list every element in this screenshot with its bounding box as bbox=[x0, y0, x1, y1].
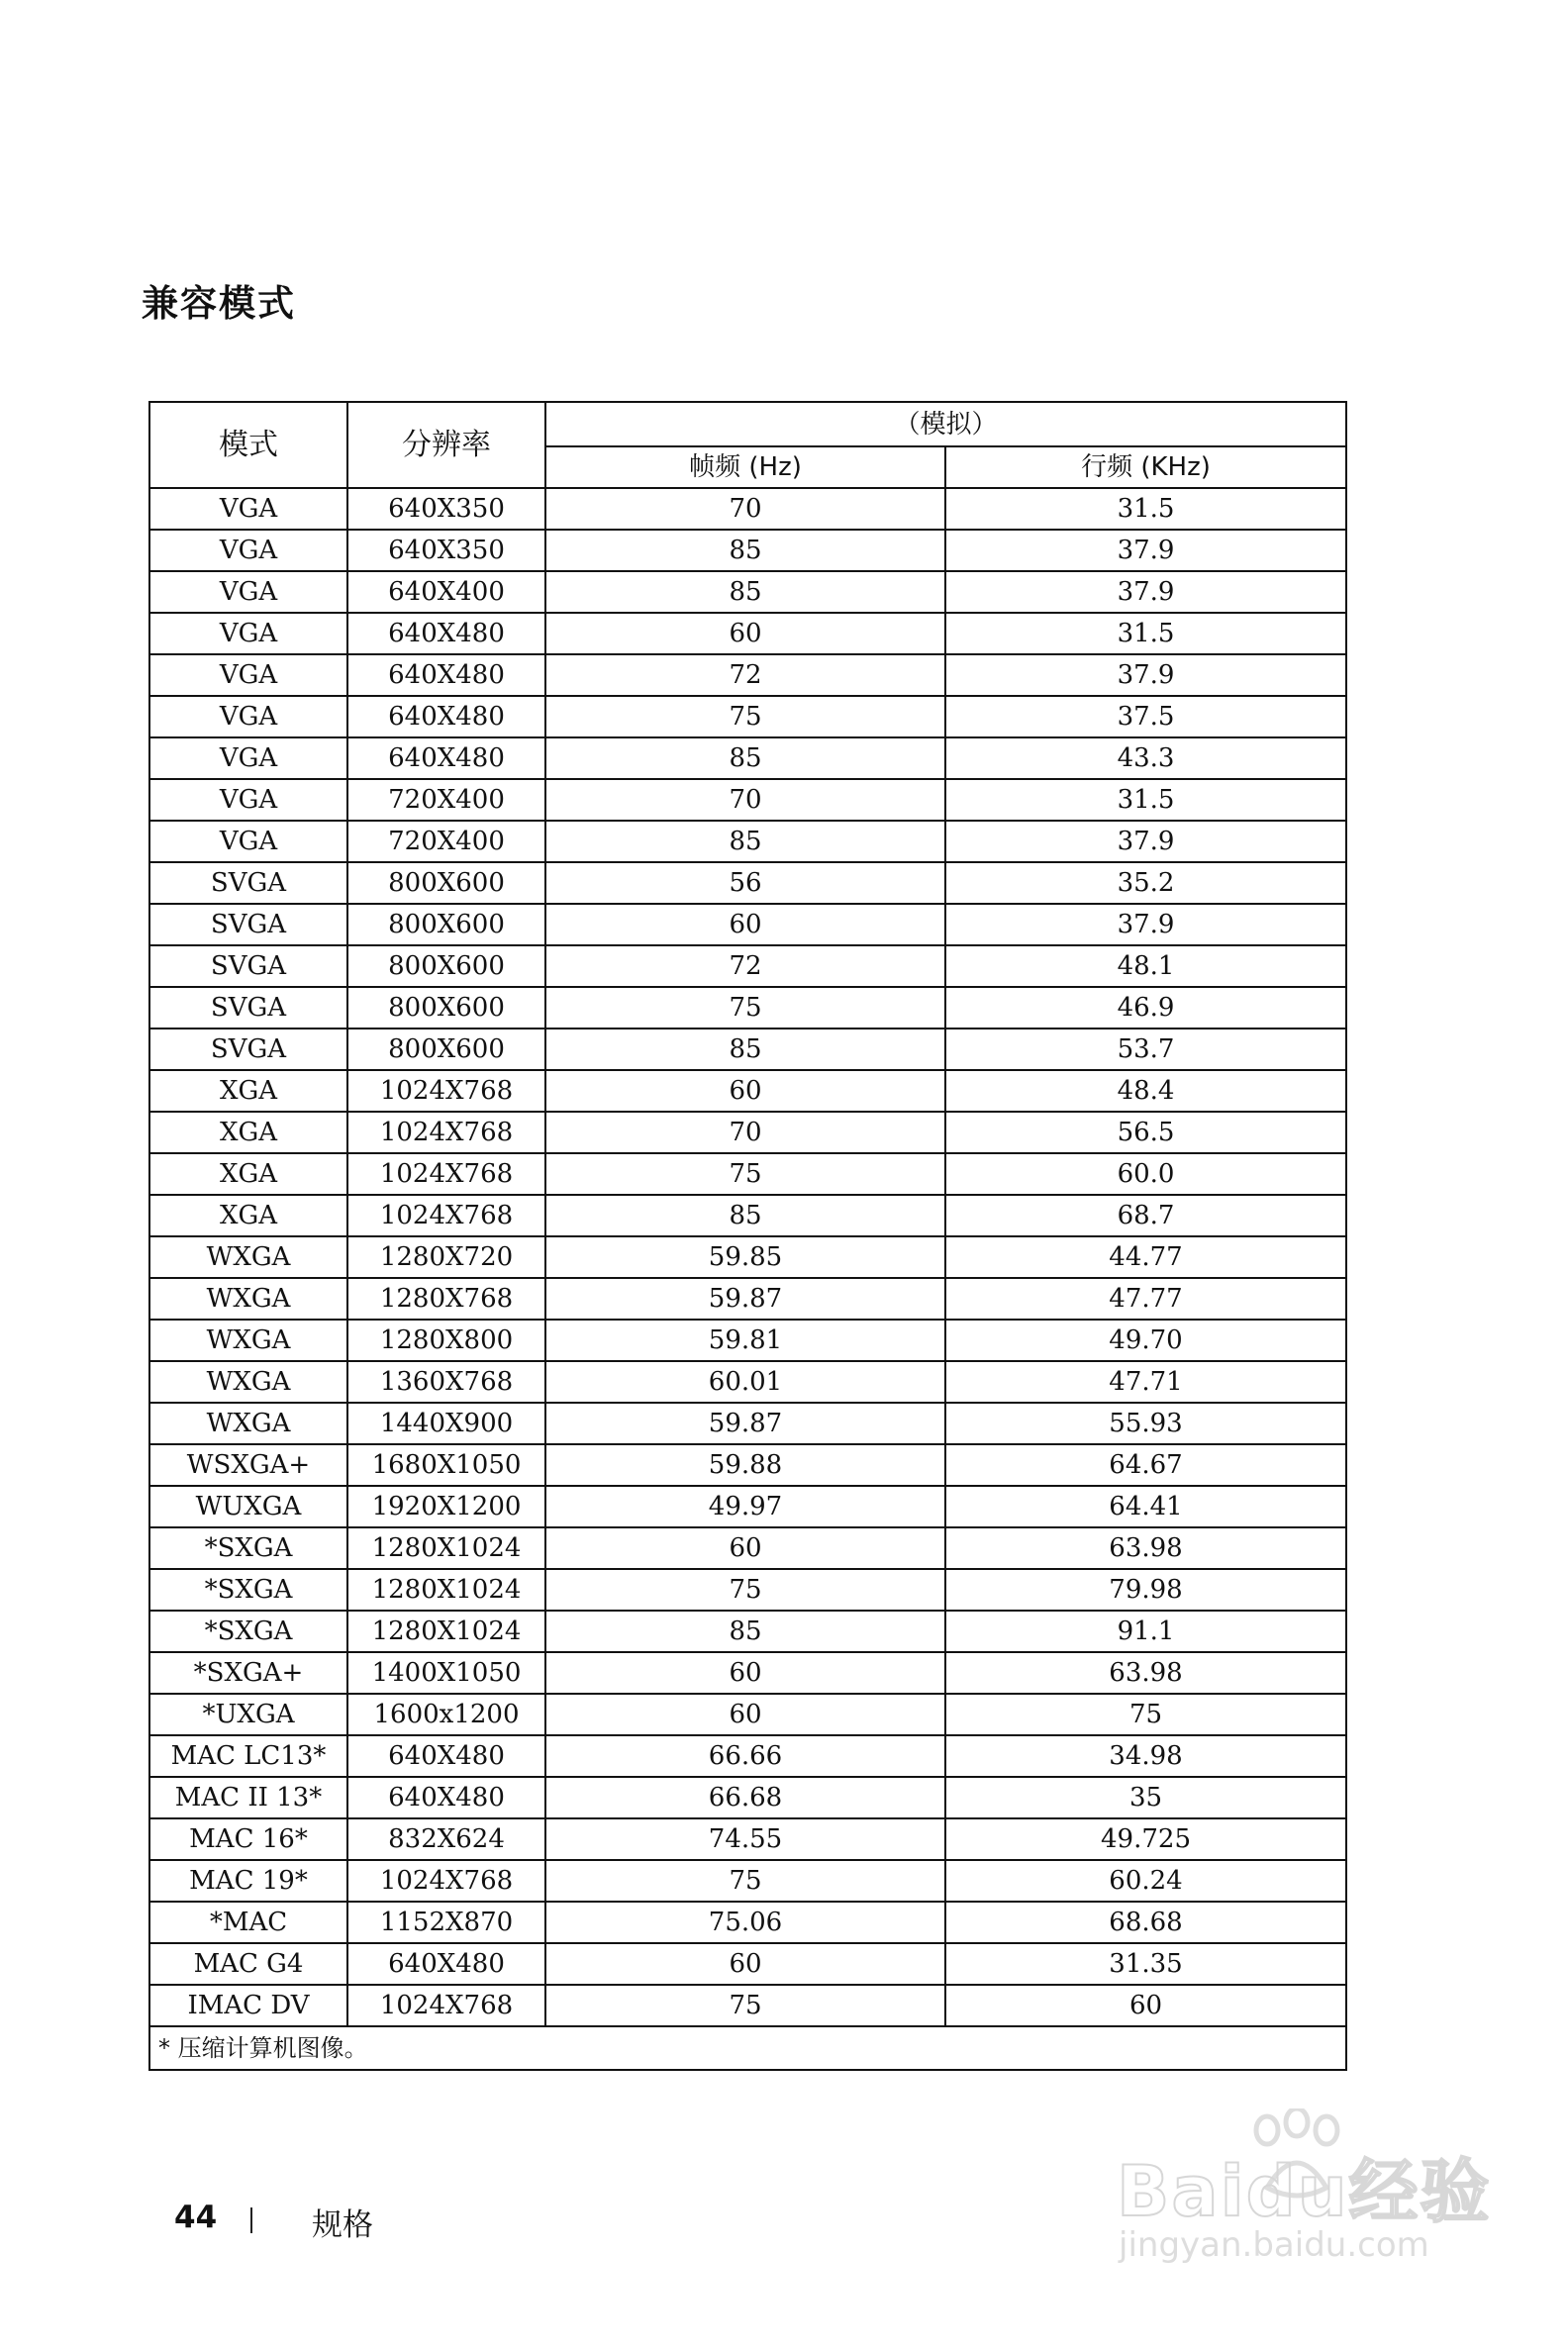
cell-mode: XGA bbox=[149, 1153, 347, 1195]
section-title: 兼容模式 bbox=[142, 282, 296, 325]
cell-v-freq: 75 bbox=[545, 1985, 945, 2026]
cell-mode: MAC LC13* bbox=[149, 1735, 347, 1777]
cell-v-freq: 74.55 bbox=[545, 1818, 945, 1860]
cell-resolution: 1280X768 bbox=[347, 1278, 545, 1320]
cell-resolution: 640X480 bbox=[347, 737, 545, 779]
cell-mode: SVGA bbox=[149, 987, 347, 1029]
table-row bbox=[149, 1735, 1346, 1777]
cell-resolution: 1600x1200 bbox=[347, 1694, 545, 1735]
cell-v-freq: 85 bbox=[545, 737, 945, 779]
cell-v-freq: 75 bbox=[545, 1569, 945, 1611]
cell-resolution: 1400X1050 bbox=[347, 1652, 545, 1694]
cell-v-freq: 75 bbox=[545, 1153, 945, 1195]
footer-separator bbox=[250, 2207, 252, 2233]
header-vertical-frequency: 帧频 (Hz) bbox=[545, 446, 945, 488]
cell-v-freq: 60 bbox=[545, 1527, 945, 1569]
footer-section-title: 规格 bbox=[312, 2207, 373, 2243]
cell-h-freq: 37.9 bbox=[945, 530, 1346, 571]
cell-resolution: 1024X768 bbox=[347, 1985, 545, 2026]
table-row bbox=[149, 488, 1346, 530]
cell-mode: MAC G4 bbox=[149, 1943, 347, 1985]
cell-mode: *SXGA bbox=[149, 1569, 347, 1611]
cell-v-freq: 72 bbox=[545, 654, 945, 696]
table-row bbox=[149, 1569, 1346, 1611]
table-row bbox=[149, 945, 1346, 987]
cell-v-freq: 85 bbox=[545, 1195, 945, 1236]
cell-mode: VGA bbox=[149, 696, 347, 737]
cell-mode: WXGA bbox=[149, 1320, 347, 1361]
cell-mode: VGA bbox=[149, 779, 347, 821]
cell-h-freq: 37.9 bbox=[945, 821, 1346, 862]
cell-h-freq: 43.3 bbox=[945, 737, 1346, 779]
cell-resolution: 720X400 bbox=[347, 779, 545, 821]
table-body bbox=[149, 488, 1346, 2070]
cell-h-freq: 37.9 bbox=[945, 654, 1346, 696]
table-row bbox=[149, 1818, 1346, 1860]
cell-v-freq: 60.01 bbox=[545, 1361, 945, 1403]
cell-mode: VGA bbox=[149, 488, 347, 530]
cell-mode: XGA bbox=[149, 1195, 347, 1236]
cell-resolution: 1680X1050 bbox=[347, 1444, 545, 1486]
cell-h-freq: 63.98 bbox=[945, 1652, 1346, 1694]
cell-h-freq: 47.71 bbox=[945, 1361, 1346, 1403]
footnote-row bbox=[149, 2026, 1346, 2070]
compatibility-mode-table bbox=[148, 401, 1347, 2071]
cell-mode: MAC 16* bbox=[149, 1818, 347, 1860]
cell-mode: SVGA bbox=[149, 1029, 347, 1070]
cell-v-freq: 70 bbox=[545, 779, 945, 821]
table-row bbox=[149, 1029, 1346, 1070]
cell-h-freq: 31.5 bbox=[945, 779, 1346, 821]
cell-h-freq: 47.77 bbox=[945, 1278, 1346, 1320]
cell-mode: WXGA bbox=[149, 1361, 347, 1403]
cell-resolution: 1024X768 bbox=[347, 1112, 545, 1153]
table-row bbox=[149, 1652, 1346, 1694]
cell-mode: WXGA bbox=[149, 1403, 347, 1444]
table-row bbox=[149, 1195, 1346, 1236]
cell-h-freq: 53.7 bbox=[945, 1029, 1346, 1070]
cell-resolution: 640X480 bbox=[347, 696, 545, 737]
cell-v-freq: 60 bbox=[545, 1070, 945, 1112]
cell-mode: SVGA bbox=[149, 945, 347, 987]
cell-h-freq: 48.4 bbox=[945, 1070, 1346, 1112]
cell-h-freq: 37.9 bbox=[945, 571, 1346, 613]
cell-h-freq: 60.24 bbox=[945, 1860, 1346, 1902]
table-row bbox=[149, 779, 1346, 821]
cell-v-freq: 60 bbox=[545, 1652, 945, 1694]
cell-h-freq: 37.9 bbox=[945, 904, 1346, 945]
cell-v-freq: 70 bbox=[545, 1112, 945, 1153]
table-row bbox=[149, 862, 1346, 904]
table-row bbox=[149, 1860, 1346, 1902]
cell-h-freq: 34.98 bbox=[945, 1735, 1346, 1777]
table-row bbox=[149, 737, 1346, 779]
cell-resolution: 1024X768 bbox=[347, 1153, 545, 1195]
cell-resolution: 800X600 bbox=[347, 862, 545, 904]
cell-resolution: 1280X800 bbox=[347, 1320, 545, 1361]
cell-v-freq: 72 bbox=[545, 945, 945, 987]
cell-v-freq: 85 bbox=[545, 821, 945, 862]
header-horizontal-frequency: 行频 (KHz) bbox=[945, 446, 1346, 488]
cell-resolution: 1280X720 bbox=[347, 1236, 545, 1278]
table-row bbox=[149, 1902, 1346, 1943]
cell-resolution: 640X400 bbox=[347, 571, 545, 613]
cell-h-freq: 35 bbox=[945, 1777, 1346, 1818]
cell-mode: WSXGA+ bbox=[149, 1444, 347, 1486]
header-resolution: 分辨率 bbox=[347, 402, 545, 488]
cell-mode: VGA bbox=[149, 821, 347, 862]
cell-mode: VGA bbox=[149, 530, 347, 571]
cell-mode: *SXGA bbox=[149, 1527, 347, 1569]
table-row bbox=[149, 1694, 1346, 1735]
cell-v-freq: 56 bbox=[545, 862, 945, 904]
cell-resolution: 1024X768 bbox=[347, 1070, 545, 1112]
watermark-brand: Baidu经验 bbox=[1117, 2151, 1492, 2232]
cell-h-freq: 48.1 bbox=[945, 945, 1346, 987]
cell-h-freq: 68.68 bbox=[945, 1902, 1346, 1943]
cell-v-freq: 60 bbox=[545, 613, 945, 654]
table-row bbox=[149, 654, 1346, 696]
cell-mode: MAC II 13* bbox=[149, 1777, 347, 1818]
cell-resolution: 640X480 bbox=[347, 1943, 545, 1985]
cell-mode: *SXGA bbox=[149, 1611, 347, 1652]
cell-v-freq: 59.85 bbox=[545, 1236, 945, 1278]
cell-h-freq: 68.7 bbox=[945, 1195, 1346, 1236]
cell-h-freq: 55.93 bbox=[945, 1403, 1346, 1444]
cell-v-freq: 85 bbox=[545, 530, 945, 571]
cell-h-freq: 60.0 bbox=[945, 1153, 1346, 1195]
cell-resolution: 1024X768 bbox=[347, 1860, 545, 1902]
table-row bbox=[149, 1320, 1346, 1361]
cell-h-freq: 37.5 bbox=[945, 696, 1346, 737]
cell-h-freq: 35.2 bbox=[945, 862, 1346, 904]
cell-resolution: 1152X870 bbox=[347, 1902, 545, 1943]
cell-mode: WUXGA bbox=[149, 1486, 347, 1527]
cell-v-freq: 75 bbox=[545, 1860, 945, 1902]
cell-mode: WXGA bbox=[149, 1278, 347, 1320]
table-row bbox=[149, 1444, 1346, 1486]
table-row bbox=[149, 696, 1346, 737]
cell-mode: SVGA bbox=[149, 904, 347, 945]
cell-v-freq: 75 bbox=[545, 987, 945, 1029]
table-row bbox=[149, 530, 1346, 571]
cell-mode: WXGA bbox=[149, 1236, 347, 1278]
cell-resolution: 640X480 bbox=[347, 1735, 545, 1777]
page-number: 44 bbox=[174, 2200, 218, 2235]
cell-v-freq: 85 bbox=[545, 1611, 945, 1652]
cell-mode: *MAC bbox=[149, 1902, 347, 1943]
cell-resolution: 1280X1024 bbox=[347, 1527, 545, 1569]
cell-v-freq: 49.97 bbox=[545, 1486, 945, 1527]
header-analog: （模拟） bbox=[545, 402, 1346, 446]
table-row bbox=[149, 821, 1346, 862]
cell-h-freq: 56.5 bbox=[945, 1112, 1346, 1153]
cell-resolution: 640X480 bbox=[347, 1777, 545, 1818]
table-row bbox=[149, 1611, 1346, 1652]
cell-resolution: 800X600 bbox=[347, 904, 545, 945]
table-row bbox=[149, 571, 1346, 613]
table-row bbox=[149, 904, 1346, 945]
cell-h-freq: 31.5 bbox=[945, 488, 1346, 530]
cell-resolution: 640X350 bbox=[347, 530, 545, 571]
cell-v-freq: 66.68 bbox=[545, 1777, 945, 1818]
cell-v-freq: 66.66 bbox=[545, 1735, 945, 1777]
table-row bbox=[149, 1486, 1346, 1527]
baidu-watermark bbox=[1099, 2108, 1495, 2277]
cell-resolution: 800X600 bbox=[347, 1029, 545, 1070]
cell-v-freq: 70 bbox=[545, 488, 945, 530]
cell-h-freq: 44.77 bbox=[945, 1236, 1346, 1278]
cell-v-freq: 59.88 bbox=[545, 1444, 945, 1486]
table-row bbox=[149, 1361, 1346, 1403]
cell-mode: MAC 19* bbox=[149, 1860, 347, 1902]
cell-h-freq: 49.70 bbox=[945, 1320, 1346, 1361]
cell-v-freq: 75 bbox=[545, 696, 945, 737]
cell-v-freq: 60 bbox=[545, 1943, 945, 1985]
cell-h-freq: 31.35 bbox=[945, 1943, 1346, 1985]
table-row bbox=[149, 1153, 1346, 1195]
cell-mode: XGA bbox=[149, 1070, 347, 1112]
cell-mode: IMAC DV bbox=[149, 1985, 347, 2026]
cell-resolution: 1280X1024 bbox=[347, 1569, 545, 1611]
cell-mode: *SXGA+ bbox=[149, 1652, 347, 1694]
cell-v-freq: 59.87 bbox=[545, 1403, 945, 1444]
cell-resolution: 800X600 bbox=[347, 945, 545, 987]
cell-resolution: 1920X1200 bbox=[347, 1486, 545, 1527]
header-mode: 模式 bbox=[149, 402, 347, 488]
cell-resolution: 1024X768 bbox=[347, 1195, 545, 1236]
table-row bbox=[149, 1777, 1346, 1818]
table-row bbox=[149, 1527, 1346, 1569]
table-row bbox=[149, 1112, 1346, 1153]
cell-resolution: 640X480 bbox=[347, 613, 545, 654]
cell-v-freq: 59.87 bbox=[545, 1278, 945, 1320]
cell-h-freq: 64.67 bbox=[945, 1444, 1346, 1486]
cell-v-freq: 75.06 bbox=[545, 1902, 945, 1943]
cell-v-freq: 60 bbox=[545, 1694, 945, 1735]
cell-resolution: 832X624 bbox=[347, 1818, 545, 1860]
table-row bbox=[149, 1943, 1346, 1985]
table-footnote: * 压缩计算机图像。 bbox=[149, 2026, 1346, 2070]
cell-h-freq: 60 bbox=[945, 1985, 1346, 2026]
cell-mode: VGA bbox=[149, 737, 347, 779]
cell-v-freq: 59.81 bbox=[545, 1320, 945, 1361]
cell-mode: VGA bbox=[149, 613, 347, 654]
cell-resolution: 800X600 bbox=[347, 987, 545, 1029]
cell-h-freq: 31.5 bbox=[945, 613, 1346, 654]
cell-mode: XGA bbox=[149, 1112, 347, 1153]
cell-h-freq: 49.725 bbox=[945, 1818, 1346, 1860]
cell-h-freq: 46.9 bbox=[945, 987, 1346, 1029]
table-row bbox=[149, 613, 1346, 654]
cell-resolution: 1360X768 bbox=[347, 1361, 545, 1403]
cell-resolution: 1440X900 bbox=[347, 1403, 545, 1444]
table-row bbox=[149, 1236, 1346, 1278]
cell-resolution: 640X350 bbox=[347, 488, 545, 530]
cell-mode: VGA bbox=[149, 654, 347, 696]
cell-mode: VGA bbox=[149, 571, 347, 613]
cell-h-freq: 79.98 bbox=[945, 1569, 1346, 1611]
cell-h-freq: 91.1 bbox=[945, 1611, 1346, 1652]
cell-mode: *UXGA bbox=[149, 1694, 347, 1735]
table-row bbox=[149, 1070, 1346, 1112]
table-row bbox=[149, 1985, 1346, 2026]
watermark-url: jingyan.baidu.com bbox=[1119, 2225, 1429, 2265]
cell-v-freq: 85 bbox=[545, 571, 945, 613]
cell-v-freq: 60 bbox=[545, 904, 945, 945]
cell-h-freq: 64.41 bbox=[945, 1486, 1346, 1527]
cell-h-freq: 75 bbox=[945, 1694, 1346, 1735]
cell-h-freq: 63.98 bbox=[945, 1527, 1346, 1569]
cell-resolution: 1280X1024 bbox=[347, 1611, 545, 1652]
cell-mode: SVGA bbox=[149, 862, 347, 904]
table-row bbox=[149, 1278, 1346, 1320]
cell-v-freq: 85 bbox=[545, 1029, 945, 1070]
table-row bbox=[149, 1403, 1346, 1444]
cell-resolution: 640X480 bbox=[347, 654, 545, 696]
cell-resolution: 720X400 bbox=[347, 821, 545, 862]
table-row bbox=[149, 987, 1346, 1029]
